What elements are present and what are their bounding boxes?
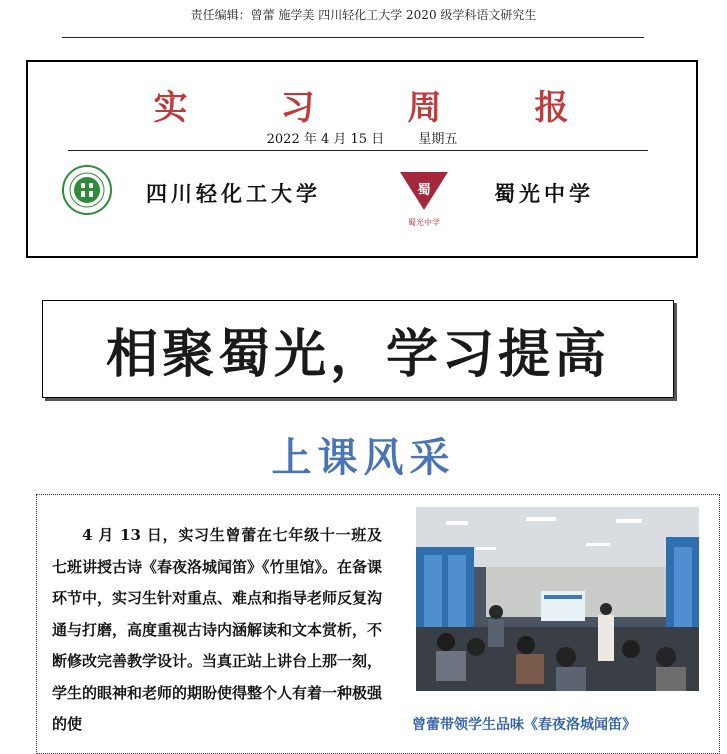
school-emblem-char: 蜀: [417, 183, 431, 198]
masthead-title-char: 习: [280, 88, 317, 128]
masthead-title-char: 实: [153, 88, 190, 128]
masthead-box: [26, 60, 698, 258]
headline-box: [42, 300, 674, 398]
section-title: 上课风采: [271, 435, 456, 481]
issue-date: 2022 年 4 月 15 日: [266, 132, 385, 147]
school-name: 蜀光中学: [494, 182, 594, 206]
top-divider: [62, 37, 644, 38]
masthead-title-char: 周: [407, 88, 444, 128]
photo-caption: 曾蕾带领学生品味《春夜洛城闻笛》: [412, 717, 636, 733]
masthead-title: [28, 80, 696, 129]
classroom-photo: [416, 507, 699, 691]
school-emblem-subtext: 蜀光中学: [408, 218, 440, 227]
university-seal-icon: [61, 164, 113, 216]
story-paragraph: 4 月 13 日，实习生曾蕾在七年级十一班及七班讲授古诗《春夜洛城闻笛》《竹里馆》。在备课环节中，实习生针对重点、难点和指导老师反复沟通与打磨，高度重视古诗内涵解读和文本赏析，不断修改完善教学设计。当真正站上讲台上那一刻，学生的眼神和老师的期盼使得整个人有着一种极强的使: [52, 526, 383, 733]
masthead-divider: [68, 150, 648, 151]
editor-credits: 责任编辑：曾蕾 施学美 四川轻化工大学 2020 级学科语文研究生: [190, 8, 537, 22]
headline: 相聚蜀光，学习提高: [105, 324, 610, 385]
masthead-title-char: 报: [534, 88, 571, 128]
school-emblem-icon: [398, 170, 450, 230]
issue-weekday: 星期五: [418, 132, 458, 147]
classroom-photo-image: [416, 507, 699, 691]
issue-date-row: [28, 128, 696, 147]
university-name: 四川轻化工大学: [146, 182, 321, 206]
